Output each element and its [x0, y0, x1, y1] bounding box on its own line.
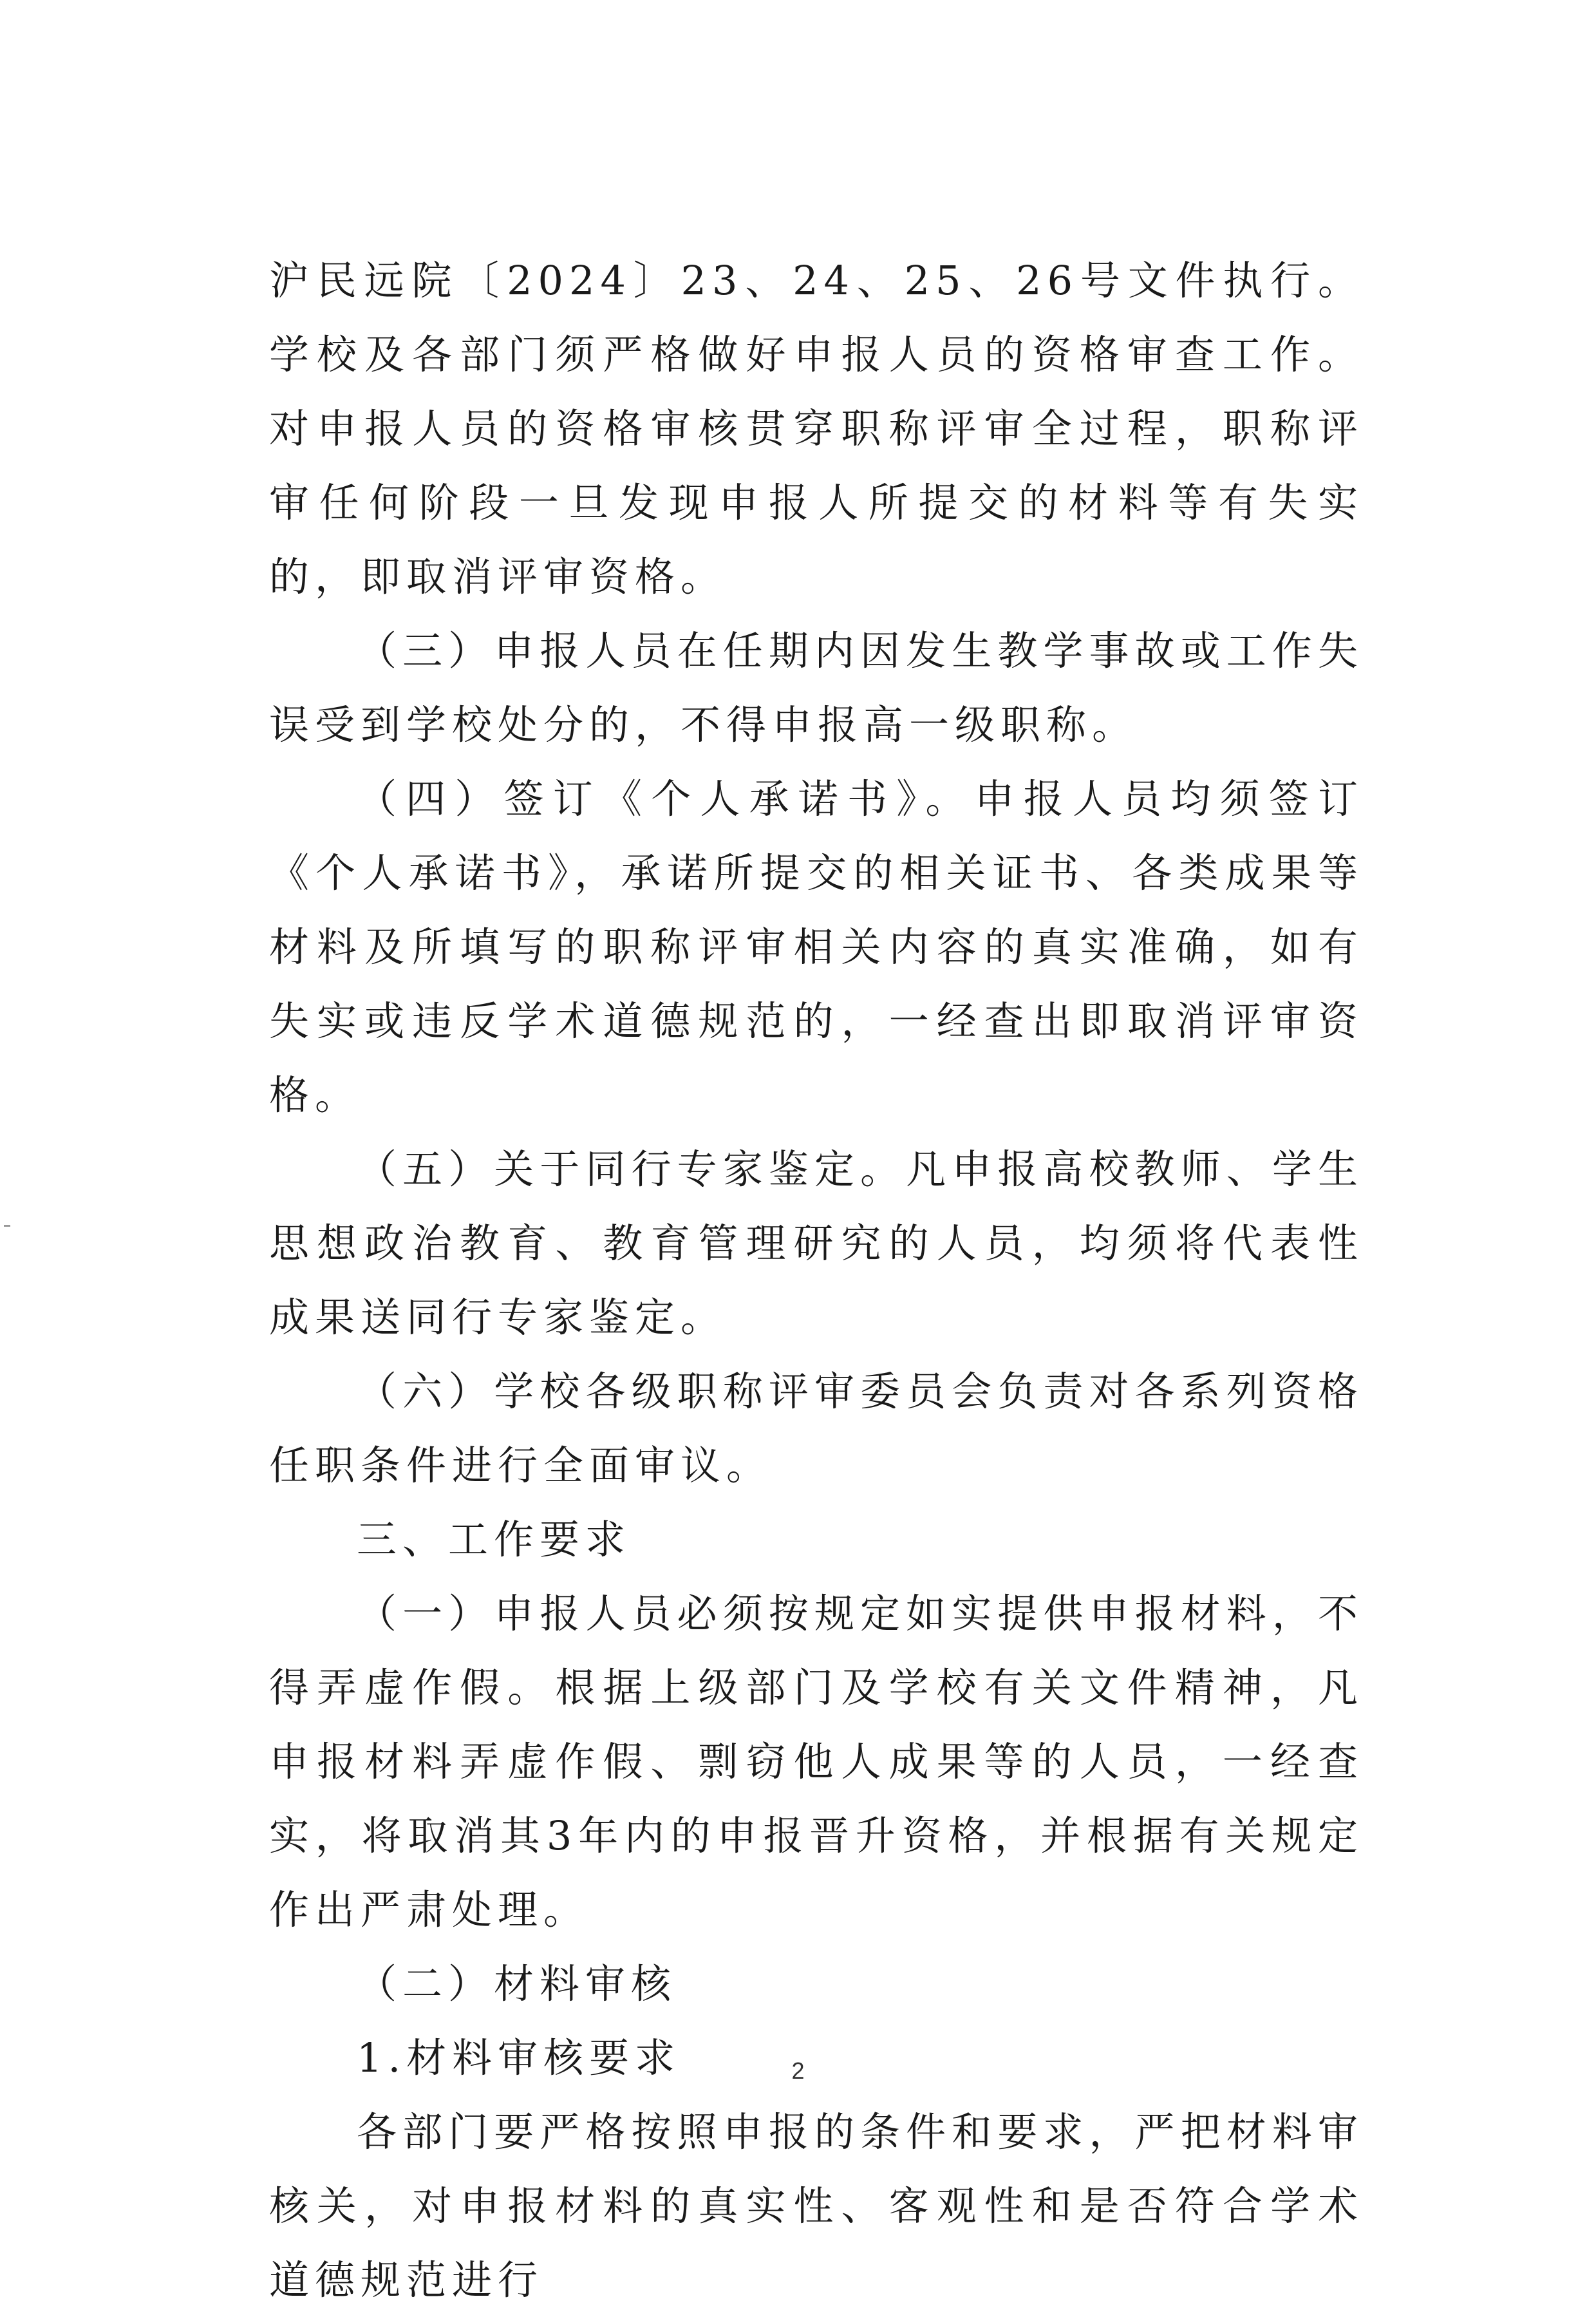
paragraph-review-details: 各部门要严格按照申报的条件和要求，严把材料审核关，对申报材料的真实性、客观性和是否符合学术道德规范进行: [269, 2108, 1364, 2303]
paragraph-continuation: 沪民远院〔2024〕23、24、25、26号文件执行。学校及各部门须严格做好申报人员的资格审查工作。对申报人员的资格审核贯穿职称评审全过程，职称评审任何阶段一旦发现申报人所提交的材料等有失实的，即取消评审资格。: [269, 257, 1364, 600]
subheading-material-review: （二）材料审核: [357, 1960, 677, 2007]
body-text: [269, 243, 1364, 2317]
paragraph-item-three: （三）申报人员在任期内因发生教学事故或工作失误受到学校处分的，不得申报高一级职称。: [269, 627, 1364, 748]
page-number: 2: [791, 2057, 805, 2084]
section-heading-work-requirements: 三、工作要求: [357, 1516, 632, 1563]
subheading-review-requirements: 1.材料审核要求: [357, 2034, 681, 2081]
scan-mark: [4, 1225, 10, 1227]
paragraph-item-five: （五）关于同行专家鉴定。凡申报高校教师、学生思想政治教育、教育管理研究的人员，均须将代表性成果送同行专家鉴定。: [269, 1146, 1364, 1341]
paragraph-item-six: （六）学校各级职称评审委员会负责对各系列资格任职条件进行全面审议。: [269, 1368, 1364, 1489]
paragraph-item-four: （四）签订《个人承诺书》。申报人员均须签订《个人承诺书》，承诺所提交的相关证书、各类成果等材料及所填写的职称评审相关内容的真实准确，如有失实或违反学术道德规范的，一经查出即取消评审资格。: [269, 775, 1364, 1119]
paragraph-requirement-one: （一）申报人员必须按规定如实提供申报材料，不得弄虚作假。根据上级部门及学校有关文件精神，凡申报材料弄虚作假、剽窃他人成果等的人员，一经查实，将取消其3年内的申报晋升资格，并根据有关规定作出严肃处理。: [269, 1590, 1364, 1933]
